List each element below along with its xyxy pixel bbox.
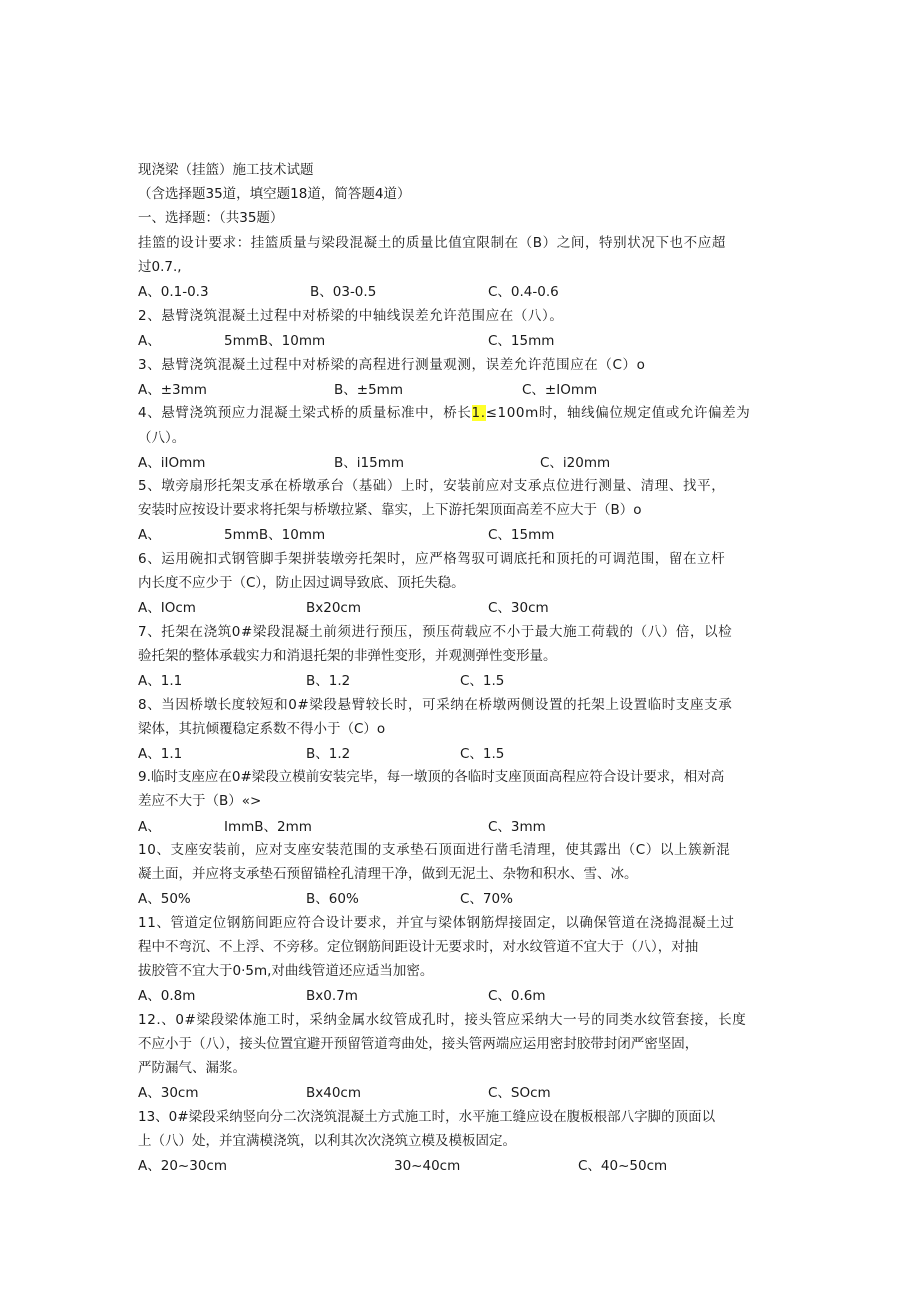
option-a: A、 — [138, 819, 161, 835]
question-3-line-1: 3、悬臂浇筑混凝土过程中对桥梁的高程进行测量观测，误差允许范围应在（C）o — [138, 357, 646, 373]
option-c: C、±IOmm — [522, 382, 598, 398]
doc-subtitle: （含选择题35道，填空题18道，简答题4道） — [138, 186, 411, 202]
question-11-line-1: 11、管道定位钢筋间距应符合设计要求，并宜与梁体钢筋焊接固定，以确保管道在浇捣混凝土过 — [138, 915, 735, 931]
option-c: C、40~50cm — [578, 1158, 668, 1174]
section-heading: 一、选择题：（共35题） — [138, 210, 284, 226]
option-a: A、1.1 — [138, 746, 183, 762]
option-b: 30~40cm — [394, 1158, 461, 1174]
question-12-line-3: 严防漏气、漏浆。 — [138, 1060, 246, 1076]
option-b: B、03-0.5 — [310, 284, 377, 300]
question-10-line-2: 凝土面，并应将支承垫石预留锚栓孔清理干净，做到无泥土、杂物和积水、雪、冰。 — [138, 866, 638, 882]
question-5-line-2: 安装时应按设计要求将托架与桥墩拉紧、靠实，上下游托架顶面高差不应大于（B）o — [138, 502, 642, 518]
option-c: C、i20mm — [540, 455, 611, 471]
question-1-line-1: 挂篮的设计要求：挂篮质量与梁段混凝土的质量比值宜限制在（B）之间，特别状况下也不应超 — [138, 235, 726, 251]
doc-title: 现浇梁（挂篮）施工技术试题 — [138, 162, 314, 178]
option-ab: 5mmB、10mm — [224, 527, 326, 543]
option-c: C、3mm — [488, 819, 546, 835]
question-11-line-3: 拔胶管不宜大于0·5m,对曲线管道还应适当加密。 — [138, 963, 434, 979]
option-a: A、30cm — [138, 1085, 199, 1101]
option-b: Bx40cm — [306, 1085, 362, 1101]
option-b: B、i15mm — [334, 455, 404, 471]
question-4-text-a: 4、悬臂浇筑预应力混凝土梁式桥的质量标准中，桥长 — [138, 405, 472, 421]
question-13-line-2: 上（八）处，并宜满模浇筑，以利其次次浇筑立模及模板固定。 — [138, 1133, 516, 1149]
option-b: B、±5mm — [334, 382, 403, 398]
question-6-line-1: 6、运用碗扣式钢管脚手架拼装墩旁托架时，应严格驾驭可调底托和顶托的可调范围，留在立杆 — [138, 551, 726, 567]
question-9-line-1: 9.临时支座应在0#梁段立模前安装完毕，每一墩顶的各临时支座顶面高程应符合设计要求，相对高 — [138, 769, 725, 785]
question-6-line-2: 内长度不应少于（C），防止因过调导致底、顶托失稳。 — [138, 575, 465, 591]
option-b: B、1.2 — [306, 673, 351, 689]
question-7-line-2: 验托架的整体承载实力和消退托架的非弹性变形，并观测弹性变形量。 — [138, 648, 557, 664]
question-1-line-2: 过0.7., — [138, 259, 182, 275]
option-a: A、50% — [138, 891, 191, 907]
question-12-line-1: 12.、0#梁段梁体施工时，采纳金属水纹管成孔时，接头管应采纳大一号的同类水纹管套接，长度 — [138, 1012, 747, 1028]
question-7-line-1: 7、托架在浇筑0#梁段混凝土前须进行预压，预压荷载应不小于最大施工荷载的（八）倍，以检 — [138, 624, 733, 640]
option-c: C、70% — [460, 891, 513, 907]
question-9-line-2: 差应不大于（B）«> — [138, 793, 262, 809]
option-a: A、0.8m — [138, 988, 196, 1004]
option-ab: ImmB、2mm — [224, 819, 312, 835]
option-a: A、 — [138, 527, 161, 543]
option-a: A、 — [138, 333, 161, 349]
option-a: A、20~30cm — [138, 1158, 227, 1174]
option-a: A、±3mm — [138, 382, 207, 398]
option-a: A、0.1-0.3 — [138, 284, 209, 300]
option-b: B、1.2 — [306, 746, 351, 762]
question-8-line-2: 梁体，其抗倾覆稳定系数不得小于（C）o — [138, 721, 386, 737]
option-a: A、IOcm — [138, 600, 196, 616]
option-b: B、60% — [306, 891, 359, 907]
option-c: C、15mm — [488, 333, 555, 349]
highlighted-text: 1. — [471, 405, 486, 421]
question-2-line-1: 2、悬臂浇筑混凝土过程中对桥梁的中轴线误差允许范围应在（八）。 — [138, 308, 564, 324]
question-10-line-1: 10、支座安装前，应对支座安装范围的支承垫石顶面进行凿毛清理，使其露出（C）以上簇新混 — [138, 842, 731, 858]
option-a: A、1.1 — [138, 673, 183, 689]
question-11-line-2: 程中不弯沉、不上浮、不旁移。定位钢筋间距设计无要求时，对水纹管道不宜大于（八），对抽 — [138, 939, 699, 955]
option-b: Bx0.7m — [306, 988, 358, 1004]
option-c: C、0.6m — [488, 988, 546, 1004]
question-8-line-1: 8、当因桥墩长度较短和0#梁段悬臂较长时，可采纳在桥墩两侧设置的托架上设置临时支座支承 — [138, 697, 733, 713]
question-4-line-1 — [138, 403, 750, 423]
option-c: C、1.5 — [460, 746, 505, 762]
option-c: C、0.4-0.6 — [488, 284, 559, 300]
question-4-text-b: ≤100m时，轴线偏位规定值或允许偏差为 — [485, 405, 751, 421]
option-c: C、15mm — [488, 527, 555, 543]
question-13-line-1: 13、0#梁段采纳竖向分二次浇筑混凝土方式施工时，水平施工缝应设在腹板根部八字脚的顶面以 — [138, 1109, 716, 1125]
option-ab: 5mmB、10mm — [224, 333, 326, 349]
question-4-line-2: （八）。 — [138, 430, 186, 446]
option-c: C、1.5 — [460, 673, 505, 689]
option-a: A、iIOmm — [138, 455, 206, 471]
option-c: C、SOcm — [488, 1085, 551, 1101]
question-12-line-2: 不应小于（八），接头位置宜避开预留管道弯曲处，接头管两端应运用密封胶带封闭严密坚固， — [138, 1036, 699, 1052]
question-5-line-1: 5、墩旁扇形托架支承在桥墩承台（基础）上时，安装前应对支承点位进行测量、清理、找平， — [138, 478, 726, 494]
option-b: Bx20cm — [306, 600, 362, 616]
option-c: C、30cm — [488, 600, 549, 616]
